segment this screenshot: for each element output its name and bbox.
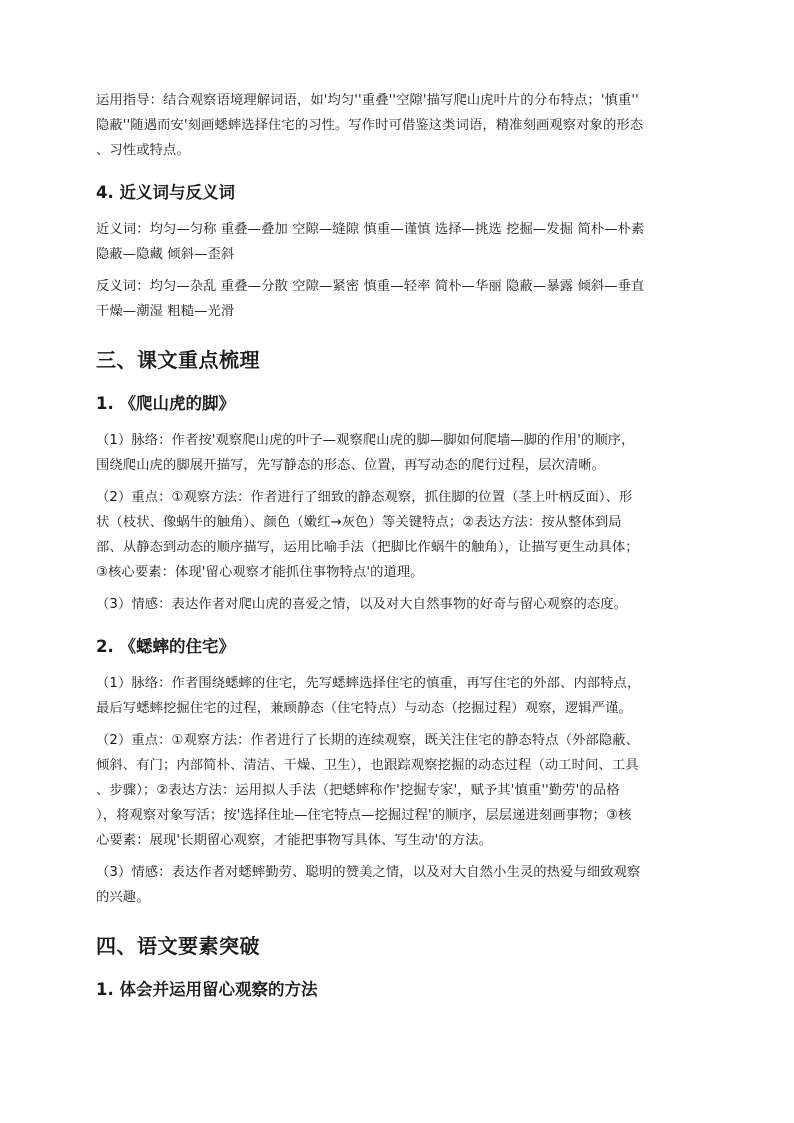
synonyms-paragraph <box>96 217 702 267</box>
antonyms-paragraph <box>96 274 702 324</box>
document-page <box>96 88 702 1014</box>
text-line: （2）重点：①观察方法：作者进行了细致的静态观察，抓住脚的位置（茎上叶柄反面）、形 <box>96 490 633 505</box>
text-line: 、步骤）；②表达方法：运用拟人手法（把蟋蟀称作'挖掘专家'，赋予其'慎重''勤劳'的品格 <box>96 783 620 798</box>
text-line: ），将观察对象写活；按'选择住址—住宅特点—挖掘过程'的顺序，层层递进刻画事物；③核 <box>96 808 632 823</box>
text-line: 近义词：均匀—匀称 重叠—叠加 空隙—缝隙 慎重—谨慎 选择—挑选 挖掘—发掘 简朴—朴素 <box>96 222 645 237</box>
lesson-1-key-points-paragraph <box>96 485 702 585</box>
text-line: 最后写蟋蟀挖掘住宅的过程，兼顾静态（住宅特点）与动态（挖掘过程）观察，逻辑严谨。 <box>96 701 632 716</box>
text-line: （3）情感：表达作者对爬山虎的喜爱之情，以及对大自然事物的好奇与留心观察的态度。 <box>96 597 628 612</box>
lesson-2-emotion-paragraph <box>96 860 702 910</box>
text-line: 隐蔽''随遇而安'刻画蟋蟀选择住宅的习性。写作时可借鉴这类词语，精准刻画观察对象的形态 <box>96 118 644 133</box>
usage-guide-paragraph <box>96 88 702 163</box>
lesson-2-heading: 2. 《蟋蟀的住宅》 <box>96 637 235 656</box>
lesson-2-key-points-paragraph <box>96 728 702 853</box>
text-line: 围绕爬山虎的脚展开描写，先写静态的形态、位置，再写动态的爬行过程，层次清晰。 <box>96 458 606 473</box>
text-line: ③核心要素：体现'留心观察才能抓住事物特点'的道理。 <box>96 565 424 580</box>
text-line: （3）情感：表达作者对蟋蟀勤劳、聪明的赞美之情，以及对大自然小生灵的热爱与细致观察 <box>96 865 641 880</box>
text-line: 隐蔽—隐藏 倾斜—歪斜 <box>96 247 235 262</box>
text-line: （1）脉络：作者围绕蟋蟀的住宅，先写蟋蟀选择住宅的慎重，再写住宅的外部、内部特点， <box>96 676 641 691</box>
text-line: 反义词：均匀—杂乱 重叠—分散 空隙—紧密 慎重—轻率 简朴—华丽 隐蔽—暴露 倾斜—垂直 <box>96 279 645 294</box>
lesson-1-structure-paragraph <box>96 428 702 478</box>
section-synonyms-antonyms-heading: 4. 近义词与反义词 <box>96 183 235 202</box>
text-line: （1）脉络：作者按'观察爬山虎的叶子—观察爬山虎的脚—脚如何爬墙—脚的作用'的顺序， <box>96 433 635 448</box>
lesson-2-structure-paragraph <box>96 671 702 721</box>
text-line: 状（枝状、像蜗牛的触角）、颜色（嫩红→灰色）等关键特点；②表达方法：按从整体到局 <box>96 515 622 530</box>
text-line: 运用指导：结合观察语境理解词语，如'均匀''重叠''空隙'描写爬山虎叶片的分布特点；'慎重'' <box>96 93 639 108</box>
text-line: 部、从静态到动态的顺序描写，运用比喻手法（把脚比作蜗牛的触角），让描写更生动具体； <box>96 540 639 555</box>
text-line: 干燥—潮湿 粗糙—光滑 <box>96 304 235 319</box>
section-four-heading: 四、语文要素突破 <box>96 934 260 958</box>
text-line: （2）重点：①观察方法：作者进行了长期的连续观察，既关注住宅的静态特点（外部隐蔽、 <box>96 733 640 748</box>
text-line: 、习性或特点。 <box>96 143 190 158</box>
section-three-heading: 三、课文重点梳理 <box>96 348 260 372</box>
lesson-1-emotion-paragraph <box>96 592 702 617</box>
observation-method-heading: 1. 体会并运用留心观察的方法 <box>96 980 318 999</box>
text-line: 心要素：展现'长期留心观察，才能把事物写具体、写生动'的方法。 <box>96 833 493 848</box>
lesson-1-heading: 1. 《爬山虎的脚》 <box>96 394 235 413</box>
text-line: 的兴趣。 <box>96 890 150 905</box>
text-line: 倾斜、有门；内部简朴、清洁、干燥、卫生），也跟踪观察挖掘的动态过程（动工时间、工具 <box>96 758 639 773</box>
